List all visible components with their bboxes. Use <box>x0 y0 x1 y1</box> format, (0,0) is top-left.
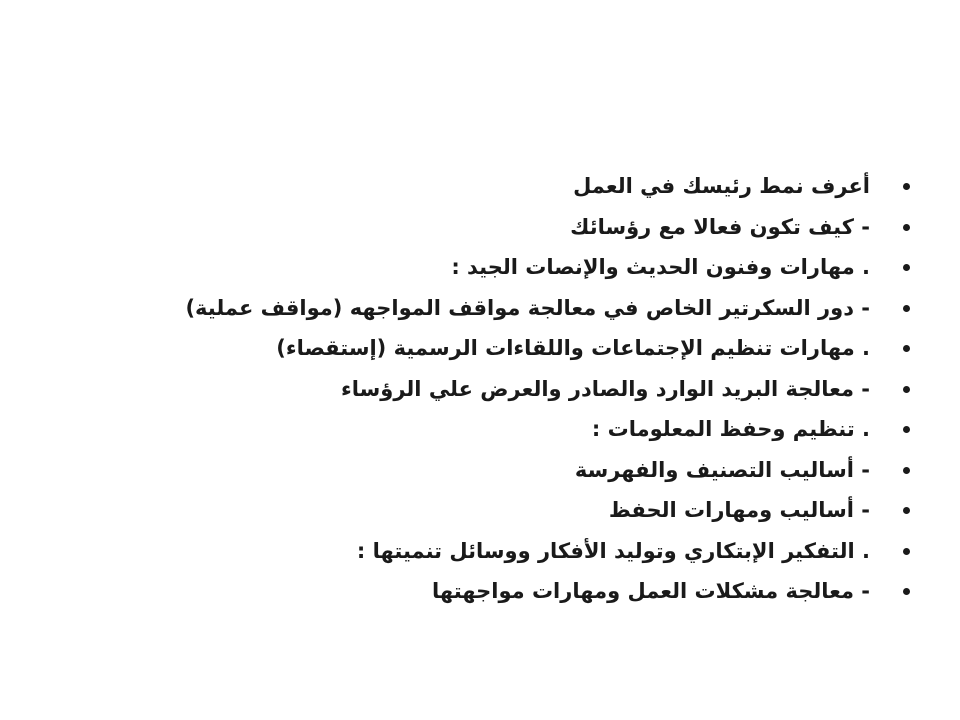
list-item <box>50 369 910 410</box>
bullet-dot-icon <box>903 345 910 352</box>
bullet-text: . مهارات تنظيم الإجتماعات واللقاءات الرسمية (إستقصاء) <box>276 336 870 360</box>
bullet-text: - أساليب التصنيف والفهرسة <box>574 457 870 482</box>
bullet-dot-icon <box>903 183 910 190</box>
list-item <box>50 288 910 329</box>
bullet-text: . مهارات وفنون الحديث والإنصات الجيد : <box>451 255 870 279</box>
bullet-text: - أساليب ومهارات الحفظ <box>608 498 870 522</box>
bullet-dot-icon <box>903 467 910 474</box>
bullet-text: . التفكير الإبتكاري وتوليد الأفكار ووسائل تنميتها : <box>356 538 870 563</box>
bullet-dot-icon <box>903 426 910 433</box>
bullet-dot-icon <box>903 386 910 393</box>
list-item <box>50 490 910 531</box>
list-item <box>50 328 910 369</box>
bullet-text: - كيف تكون فعالا مع رؤسائك <box>570 214 870 239</box>
bullet-text: - معالجة البريد الوارد والصادر والعرض علي الرؤساء <box>341 376 870 401</box>
bullet-dot-icon <box>903 305 910 312</box>
list-item <box>50 450 910 491</box>
bullet-text: - دور السكرتير الخاص في معالجة مواقف المواجهه (مواقف عملية) <box>185 295 870 320</box>
list-item <box>50 207 910 248</box>
bullet-dot-icon <box>903 507 910 514</box>
bullet-list <box>50 166 910 612</box>
list-item <box>50 247 910 288</box>
list-item <box>50 166 910 207</box>
bullet-dot-icon <box>903 264 910 271</box>
list-item <box>50 531 910 572</box>
bullet-dot-icon <box>903 588 910 595</box>
list-item <box>50 571 910 612</box>
bullet-text: . تنظيم وحفظ المعلومات : <box>591 417 870 441</box>
bullet-text: أعرف نمط رئيسك في العمل <box>573 174 870 198</box>
bullet-dot-icon <box>903 224 910 231</box>
bullet-dot-icon <box>903 548 910 555</box>
bullet-text: - معالجة مشكلات العمل ومهارات مواجهتها <box>431 579 870 603</box>
list-item <box>50 409 910 450</box>
